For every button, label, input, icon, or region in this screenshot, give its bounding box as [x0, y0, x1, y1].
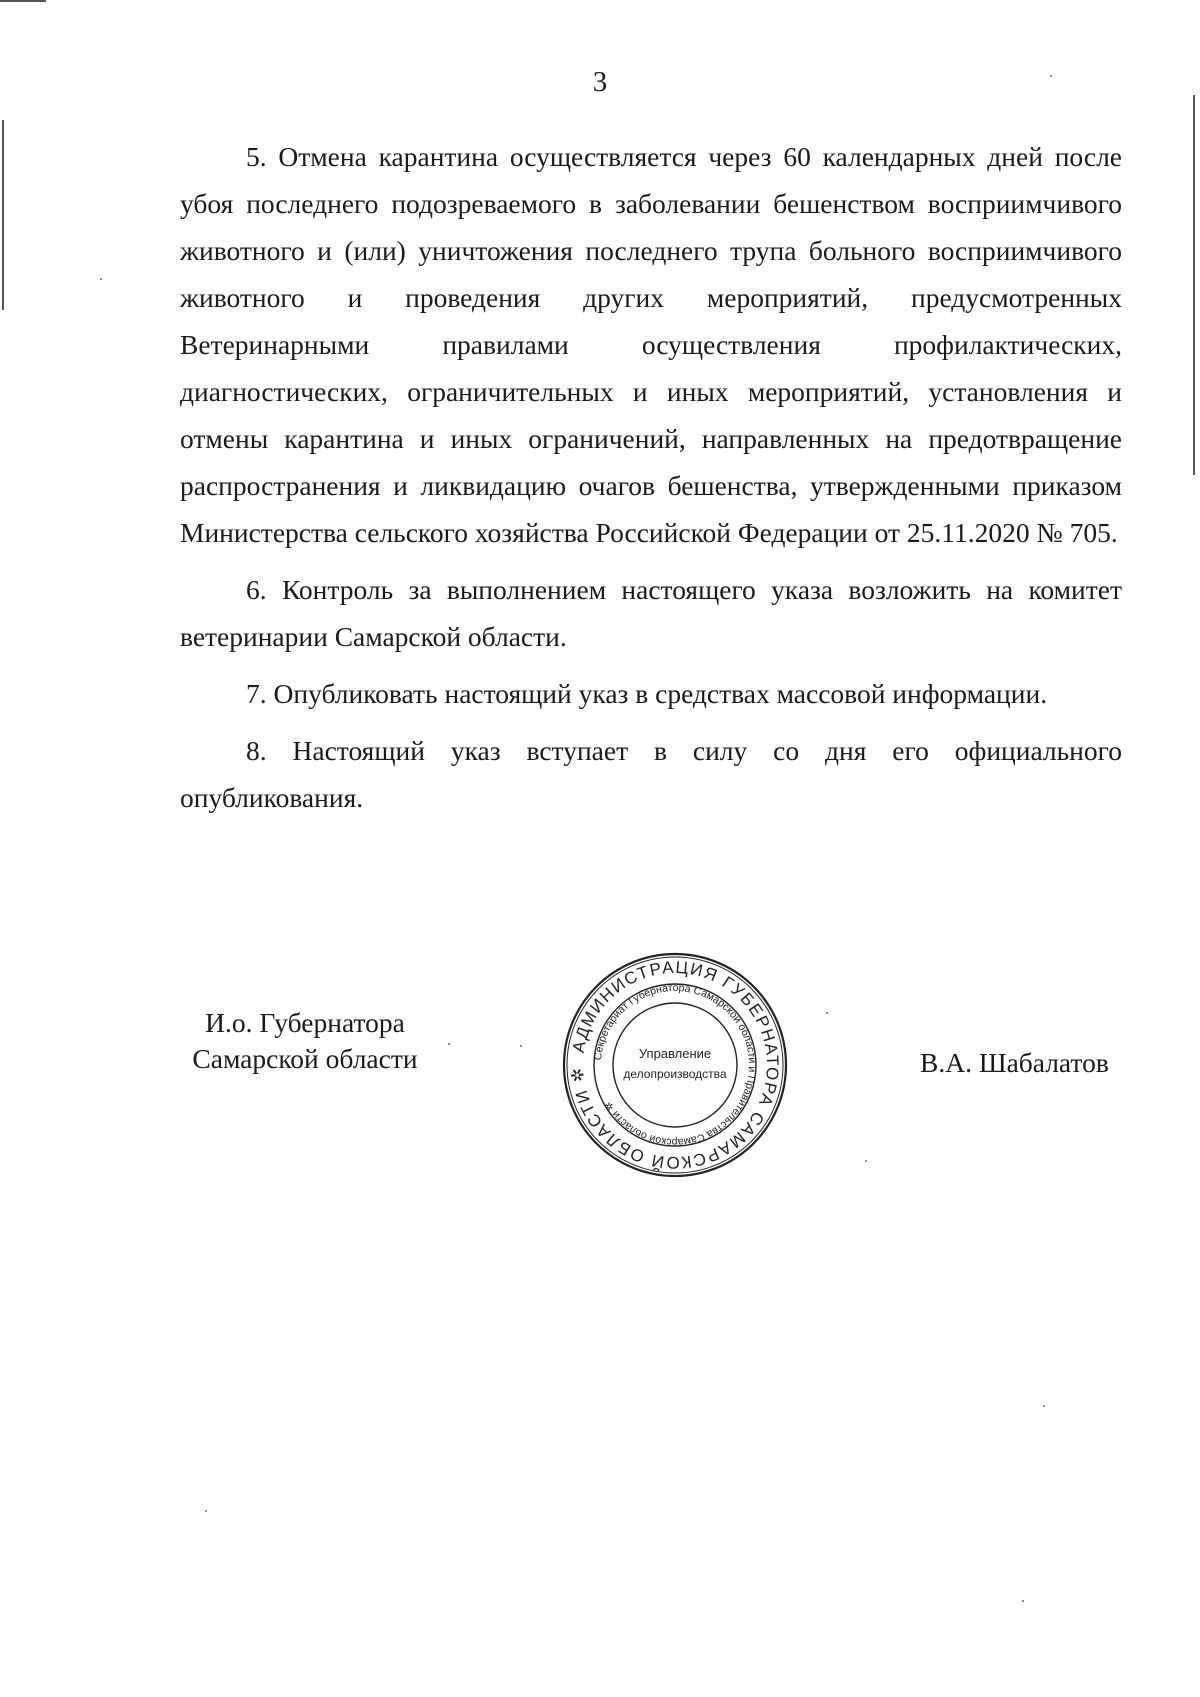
seal-outer-textpath: АДМИНИСТРАЦИЯ ГУБЕРНАТОРА САМАРСКОЙ ОБЛАСТИ ✲ [567, 957, 783, 1173]
scan-speck [865, 1160, 867, 1162]
seal-center-line2: делопроизводства [623, 1067, 727, 1081]
page-number: 3 [592, 66, 608, 98]
paragraph-7: 7. Опубликовать настоящий указ в средствах массовой информации. [246, 678, 1048, 709]
scan-speck [1022, 1600, 1024, 1602]
signatory-name: В.А. Шабалатов [920, 1047, 1109, 1078]
signatory-title-line1: И.о. Губернатора [205, 1007, 405, 1038]
seal-inner-text [592, 982, 758, 1148]
signatory-title [180, 1005, 430, 1077]
seal-inner-ring [613, 1003, 737, 1127]
scan-speck [826, 1012, 828, 1014]
scan-speck [205, 1510, 207, 1512]
paragraph-8: 8. Настоящий указ вступает в силу со дня его официального опубликования. [180, 735, 1122, 813]
paragraph-6: 6. Контроль за выполнением настоящего указа возложить на комитет ветеринарии Самарской области. [180, 574, 1122, 652]
scan-edge-right [1193, 95, 1195, 475]
scan-speck [448, 1043, 450, 1045]
seal-inner-textpath: Секретариат Губернатора Самарской области и Правительства Самарской области ✲ [592, 981, 759, 1149]
scan-edge-left [2, 120, 4, 310]
scan-speck [100, 278, 102, 280]
official-seal [560, 950, 790, 1180]
document-body [180, 133, 1122, 831]
paragraph-5: 5. Отмена карантина осуществляется через 60 календарных дней после убоя последнего подозреваемого в заболевании бешенством восприимчивого животного и (или) уничтожения последнего трупа больного восприимчивого животного и проведения других мероприятий, предусмотренных Ветеринарными правилами осуществления профилактических, диагностических, ограничительных и иных мероприятий, установления и отмены карантина и иных ограничений, направленных на предотвращение распространения и ликвидацию очагов бешенства, утвержденными приказом Министерства сельского хозяйства Российской Федерации от 25.11.2020 № 705. [180, 141, 1122, 548]
scan-edge-top [0, 0, 46, 2]
scan-speck [1043, 1405, 1045, 1407]
seal-center-line1: Управление [638, 1046, 712, 1061]
scan-speck [1050, 75, 1052, 77]
signatory-title-line2: Самарской области [192, 1043, 418, 1074]
scan-speck [520, 1045, 522, 1047]
